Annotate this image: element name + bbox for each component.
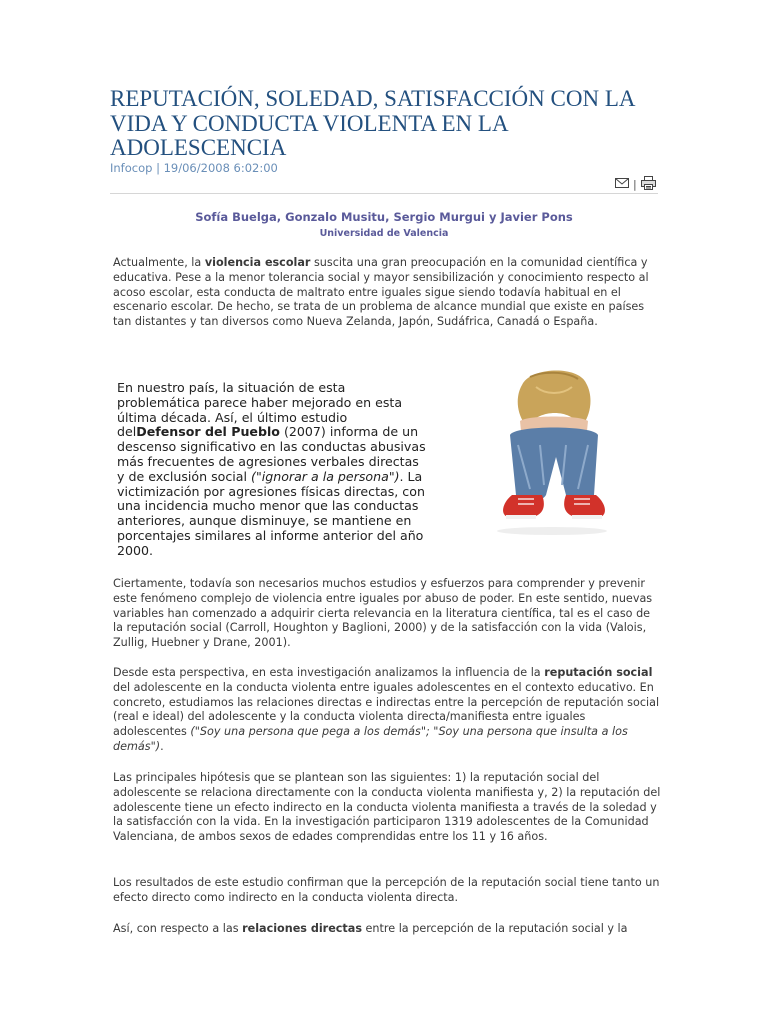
paragraph-6: Los resultados de este estudio confirman que la percepción de la reputación social tiene tanto un efecto directo como indirecto en la conducta violenta directa. <box>113 876 660 904</box>
bold-defensor-del-pueblo: Defensor del Pueblo <box>136 424 280 440</box>
paragraph-2: En nuestro país, la situación de esta problemática parece haber mejorado en esta última década. Así, el último estudio delDefensor del Pueblo (2007) informa de un descenso significativo en las conductas abusivas más frecuentes de agresiones verbales directas y de exclusión social ("ignorar a la persona"). La victimización por agresiones físicas directas, con una incidencia mucho menor que las conductas anteriores, aunque disminuye, se mantiene en porcentajes similares al informe anterior del año 2000. <box>117 380 426 558</box>
bold-violencia-escolar: violencia escolar <box>204 256 311 269</box>
icon-separator: | <box>633 178 637 191</box>
header-divider <box>110 193 658 194</box>
paragraph-5: Las principales hipótesis que se plantean son las siguientes: 1) la reputación social del adolescente se relaciona directamente con la conducta violenta manifiesta y, 2) la reputación del adolescente tiene un efecto indirecto en la conducta violenta manifiesta a través de la soledad y la satisfacción con la vida. En la investigación participaron 1319 adolescentes de la Comunidad Valenciana, de ambos sexos de edades comprendidas entre los 11 y 16 años. <box>113 771 661 844</box>
article-title: REPUTACIÓN, SOLEDAD, SATISFACCIÓN CON LA VIDA Y CONDUCTA VIOLENTA EN LA ADOLESCENCIA <box>110 86 635 160</box>
sad-child-image <box>490 365 615 535</box>
article-meta: Infocop | 19/06/2008 6:02:00 <box>110 161 278 175</box>
bold-relaciones-directas: relaciones directas <box>242 922 362 935</box>
print-icon[interactable] <box>641 176 656 193</box>
paragraph-4: Desde esta perspectiva, en esta investigación analizamos la influencia de la reputación social del adolescente en la conducta violenta entre iguales adolescentes en el contexto educativo. En concreto, estudiamos las relaciones directas e indirectas entre la percepción de reputación social (real e ideal) del adolescente y la conducta violenta directa/manifiesta entre iguales adolescentes ("Soy una persona que pega a los demás"; "Soy una persona que insulta a los demás"). <box>113 666 660 753</box>
bold-reputacion-social: reputación social <box>544 666 653 679</box>
email-icon[interactable] <box>615 178 629 191</box>
article-actions <box>615 176 656 193</box>
article-affiliation: Universidad de Valencia <box>319 228 449 239</box>
paragraph-1: Actualmente, la violencia escolar suscita una gran preocupación en la comunidad científica y educativa. Pese a la menor tolerancia social y mayor sensibilización y conocimiento respecto al acoso escolar, esta conducta de maltrato entre iguales sigue siendo todavía habitual en el escenario escolar. De hecho, se trata de un problema de alcance mundial que existe en países tan distantes y tan diversos como Nueva Zelanda, Japón, Sudáfrica, Canadá o España. <box>113 256 649 329</box>
paragraph-3: Ciertamente, todavía son necesarios muchos estudios y esfuerzos para comprender y prevenir este fenómeno complejo de violencia entre iguales por abuso de poder. En este sentido, nuevas variables han comenzado a adquirir cierta relevancia en la literatura científica, tal es el caso de la reputación social (Carroll, Houghton y Baglioni, 2000) y de la satisfacción con la vida (Valois, Zullig, Huebner y Drane, 2001). <box>113 577 653 650</box>
article-authors: Sofía Buelga, Gonzalo Musitu, Sergio Murgui y Javier Pons <box>195 210 573 224</box>
paragraph-7: Así, con respecto a las relaciones directas entre la percepción de la reputación social y la <box>113 922 628 935</box>
